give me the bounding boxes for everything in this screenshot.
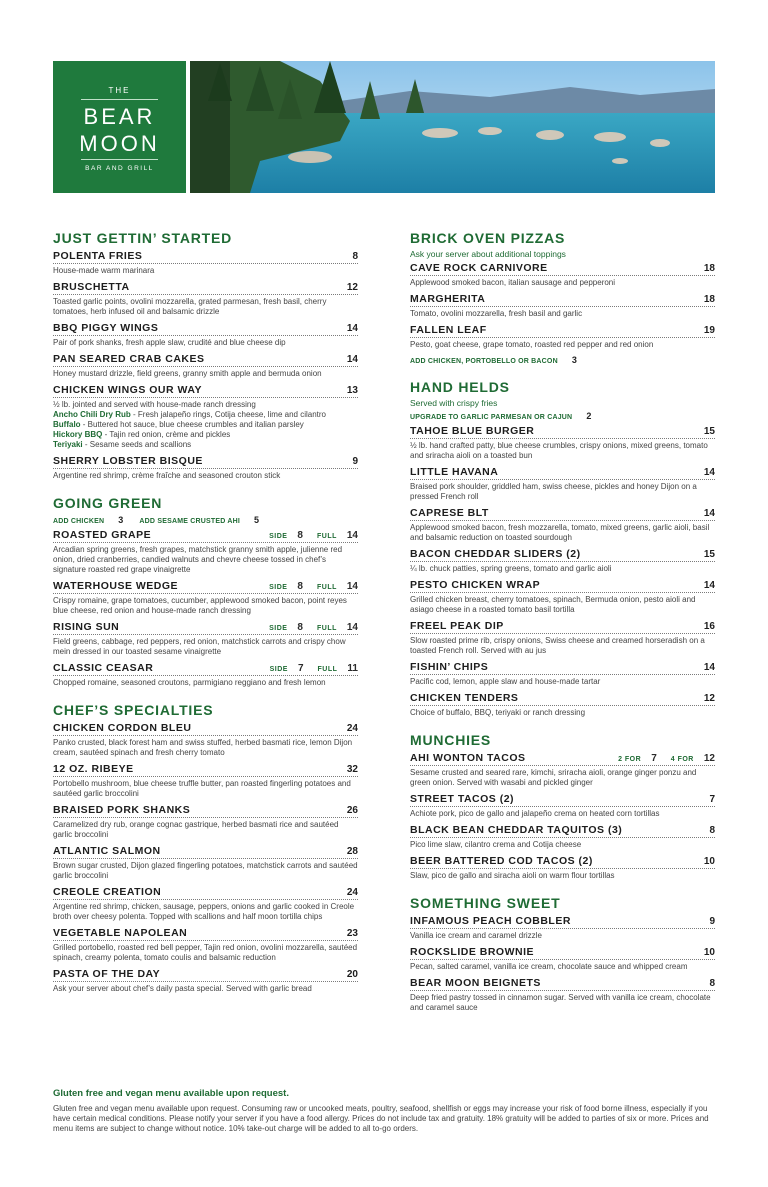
menu-item-desc: ½ lb. jointed and served with house-made ranch dressing (53, 400, 256, 409)
menu-item-desc: Applewood smoked bacon, italian sausage and pepperoni (410, 278, 616, 287)
full-price: 14 (346, 622, 358, 633)
wing-option-label: Buffalo (53, 420, 81, 429)
menu-item-desc: Panko crusted, black forest ham and swiss stuffed, herbed basmati rice, lemon Dijon cream, sautéed spinach and fresh cherry tomato (53, 738, 353, 757)
menu-item-price: 14 (703, 508, 715, 519)
size-label: FULL (317, 666, 338, 673)
quantity-prices (618, 753, 715, 764)
menu-item-desc: Chopped romaine, seasoned croutons, parmigiano reggiano and fresh lemon (53, 678, 326, 687)
menu-item-row (410, 915, 715, 929)
section-title: CHEF’S SPECIALTIES (53, 702, 214, 718)
menu-item-desc: Crispy romaine, grape tomatoes, cucumber, applewood smoked bacon, point reyes blue cheese, red onion and house-made ranch dressing (53, 596, 347, 615)
lake-photo-illustration (190, 61, 715, 193)
menu-item (410, 661, 715, 687)
logo-rule-top (81, 99, 158, 100)
menu-item-desc: Slow roasted prime rib, crispy onions, Swiss cheese and creamed horseradish on a toasted French roll. Served with au jus (410, 636, 705, 655)
menu-item-price: 28 (346, 846, 358, 857)
menu-item-price: 7 (709, 794, 715, 805)
menu-item-row (53, 886, 358, 900)
wing-option-text: - Tajin red onion, crème and pickles (102, 430, 231, 439)
menu-item-row (410, 661, 715, 675)
menu-item-name: PESTO CHICKEN WRAP (410, 579, 541, 591)
menu-item-desc: Pico lime slaw, cilantro crema and Cotija cheese (410, 840, 582, 849)
menu-item-price: 15 (703, 549, 715, 560)
section-pizzas (410, 230, 715, 365)
menu-item-name: RISING SUN (53, 621, 120, 633)
menu-item-name: CLASSIC CEASAR (53, 662, 154, 674)
section-title: MUNCHIES (410, 732, 492, 748)
salad-addons (53, 515, 358, 525)
quantity-label: 2 FOR (618, 756, 642, 763)
menu-item (410, 620, 715, 656)
menu-item (53, 763, 358, 799)
menu-item-name: BRUSCHETTA (53, 281, 130, 293)
menu-right-column (410, 230, 715, 1027)
menu-item (53, 722, 358, 758)
size-prices (269, 581, 358, 592)
menu-item-price: 16 (703, 621, 715, 632)
side-price: 8 (297, 622, 303, 633)
menu-item (53, 281, 358, 317)
menu-item-price: 18 (703, 263, 715, 274)
menu-item-row (53, 763, 358, 777)
menu-item-desc: Ask your server about chef’s daily pasta special. Served with garlic bread (53, 984, 312, 993)
menu-item-row (53, 621, 358, 635)
section-handhelds (410, 379, 715, 718)
menu-item-price: 14 (346, 323, 358, 334)
quantity-label: 4 FOR (670, 756, 694, 763)
wing-option-text: - Sesame seeds and scallions (82, 440, 192, 449)
menu-item-row (410, 824, 715, 838)
menu-item (410, 977, 715, 1013)
menu-item-name: PASTA OF THE DAY (53, 968, 161, 980)
menu-left-column (53, 230, 358, 1008)
wing-option-text: - Fresh jalapeño rings, Cotija cheese, lime and cilantro (130, 410, 326, 419)
menu-item-name: BEER BATTERED COD TACOS (2) (410, 855, 593, 867)
menu-item-name: BRAISED PORK SHANKS (53, 804, 191, 816)
menu-item-name: WATERHOUSE WEDGE (53, 580, 179, 592)
menu-item-row (410, 466, 715, 480)
menu-item-row (410, 946, 715, 960)
menu-item-row (53, 353, 358, 367)
menu-item (53, 353, 358, 379)
size-label: SIDE (269, 533, 288, 540)
menu-item-desc: Brown sugar crusted, Dijon glazed fingerling potatoes, matchstick carrots and sautéed garlic broccolini (53, 861, 358, 880)
menu-item-name: BBQ PIGGY WINGS (53, 322, 159, 334)
menu-item-name: STREET TACOS (2) (410, 793, 515, 805)
section-note: Ask your server about additional toppings (410, 249, 566, 259)
logo-subtitle: BAR AND GRILL (85, 165, 154, 172)
menu-item (53, 886, 358, 922)
menu-item-desc: Tomato, ovolini mozzarella, fresh basil and garlic (410, 309, 583, 318)
addon-price: 3 (571, 355, 578, 365)
logo-the: THE (108, 86, 131, 95)
lake-photo (190, 61, 715, 193)
menu-item (410, 946, 715, 972)
menu-item-price: 9 (709, 916, 715, 927)
menu-item-desc: Arcadian spring greens, fresh grapes, matchstick granny smith apple, julienne red onion, dried cranberries, candied walnuts and chevre cheese tossed in chef’s signature roasted red grape vinaigrette (53, 545, 343, 574)
menu-item-row (53, 968, 358, 982)
size-prices (269, 530, 358, 541)
menu-item-row (410, 793, 715, 807)
menu-item (410, 692, 715, 718)
addon-price: 3 (118, 515, 124, 525)
menu-item-name: BLACK BEAN CHEDDAR TAQUITOS (3) (410, 824, 623, 836)
section-sweet (410, 895, 715, 1013)
section-chefs (53, 702, 358, 994)
section-title: JUST GETTIN’ STARTED (53, 230, 233, 246)
menu-item-price: 23 (346, 928, 358, 939)
wing-option-text: - Buttered hot sauce, blue cheese crumbles and italian parsley (80, 420, 304, 429)
full-price: 14 (346, 530, 358, 541)
menu-item (53, 580, 358, 616)
menu-item-desc: Toasted garlic points, ovolini mozzarella, grated parmesan, fresh basil, cherry tomatoes, herb infused oil and balsamic drizzle (53, 297, 327, 316)
footer-body: Gluten free and vegan menu available upon request. Consuming raw or uncooked meats, poultry, seafood, shellfish or eggs may increase your risk of food borne illness, especially if you have certain medical conditions. Please notify your server if you have a food allergy. Prices do not include tax and gratuity. 18% gratuity will be added to parties of six or more. Prices and menu items are subject to change without notice. 10% take-out charge will be added to all to-go orders. (53, 1104, 709, 1133)
menu-item-desc: Field greens, cabbage, red peppers, red onion, matchstick carrots and crispy chow mein dressed in our toasted sesame vinaigrette (53, 637, 346, 656)
logo-word-bear: BEAR (83, 104, 156, 129)
side-price: 7 (297, 663, 304, 674)
size-label: FULL (316, 533, 337, 540)
menu-item-row (410, 752, 715, 766)
menu-item (410, 915, 715, 941)
wing-option-label: Ancho Chili Dry Rub (53, 410, 131, 419)
full-price: 11 (347, 663, 358, 674)
side-price: 8 (297, 581, 303, 592)
menu-item-row (53, 250, 358, 264)
menu-item-row (53, 662, 358, 676)
menu-item-price: 24 (346, 723, 358, 734)
menu-item-price: 14 (703, 467, 715, 478)
menu-item-name: FALLEN LEAF (410, 324, 487, 336)
addon-label: ADD CHICKEN (53, 518, 105, 525)
size-label: FULL (316, 625, 337, 632)
menu-item-desc: Sesame crusted and seared rare, kimchi, sriracha aioli, orange ginger ponzu and green onion. Served with wasabi and pickled ginger (410, 768, 697, 787)
menu-item-desc: Caramelized dry rub, orange cognac gastrique, herbed basmati rice and sautéed garlic broccolini (53, 820, 339, 839)
menu-item (410, 466, 715, 502)
menu-item-name: CAVE ROCK CARNIVORE (410, 262, 548, 274)
menu-item-price: 9 (352, 456, 358, 467)
menu-item (53, 927, 358, 963)
section-title: GOING GREEN (53, 495, 163, 511)
menu-item-desc: Honey mustard drizzle, field greens, granny smith apple and bermuda onion (53, 369, 322, 378)
menu-item-row (53, 455, 358, 469)
menu-item (53, 662, 358, 688)
wing-option (53, 420, 358, 430)
size-label: SIDE (269, 625, 288, 632)
menu-item-name: AHI WONTON TACOS (410, 752, 526, 764)
section-title: SOMETHING SWEET (410, 895, 561, 911)
wing-option-label: Teriyaki (53, 440, 83, 449)
menu-item-desc: Pair of pork shanks, fresh apple slaw, crudité and blue cheese dip (53, 338, 286, 347)
menu-item-desc: Choice of buffalo, BBQ, teriyaki or ranch dressing (410, 708, 586, 717)
menu-item-row (410, 425, 715, 439)
menu-item-price: 18 (703, 294, 715, 305)
footer-title: Gluten free and vegan menu available upon request. (53, 1088, 289, 1099)
menu-item-desc: Deep fried pastry tossed in cinnamon sugar. Served with vanilla ice cream, chocolate and caramel sauce (410, 993, 711, 1012)
menu-item-desc: Portobello mushroom, blue cheese truffle butter, pan roasted fingerling potatoes and sautéed garlic broccolini (53, 779, 351, 798)
menu-item-price: 15 (703, 426, 715, 437)
menu-item (53, 455, 358, 481)
restaurant-logo (53, 61, 186, 193)
logo-word-moon: MOON (79, 131, 160, 156)
menu-item (53, 968, 358, 994)
menu-item-price: 14 (703, 580, 715, 591)
menu-item-row (410, 620, 715, 634)
section-note: Served with crispy fries (410, 398, 498, 408)
menu-item-price: 8 (709, 978, 715, 989)
menu-item-name: FISHIN’ CHIPS (410, 661, 489, 673)
menu-item-name: CHICKEN TENDERS (410, 692, 519, 704)
menu-item-row (53, 322, 358, 336)
menu-item-name: MARGHERITA (410, 293, 486, 305)
header-banner (53, 61, 715, 193)
menu-item-name: PAN SEARED CRAB CAKES (53, 353, 205, 365)
menu-item (410, 293, 715, 319)
menu-item-name: VEGETABLE NAPOLEAN (53, 927, 188, 939)
menu-item-desc: Applewood smoked bacon, fresh mozzarella, tomato, mixed greens, garlic aioli, basil and balsamic reduction on toasted sourdough (410, 523, 710, 542)
section-munchies (410, 732, 715, 881)
menu-item (53, 322, 358, 348)
size-label: FULL (316, 584, 337, 591)
section-starters (53, 230, 358, 481)
wing-option (53, 410, 358, 420)
menu-item (53, 621, 358, 657)
menu-item-row (53, 845, 358, 859)
menu-item-price: 32 (346, 764, 358, 775)
addon-price: 5 (254, 515, 260, 525)
menu-item-price: 13 (346, 385, 358, 396)
menu-item (53, 804, 358, 840)
addon-label: UPGRADE TO GARLIC PARMESAN OR CAJUN (410, 414, 573, 421)
menu-item (410, 507, 715, 543)
menu-item-price: 19 (703, 325, 715, 336)
menu-item-desc: Pacific cod, lemon, apple slaw and house-made tartar (410, 677, 601, 686)
menu-item-name: TAHOE BLUE BURGER (410, 425, 535, 437)
menu-item-desc: Slaw, pico de gallo and siracha aioli on warm flour tortillas (410, 871, 615, 880)
menu-item-desc: Argentine red shrimp, crème fraîche and seasoned crouton stick (53, 471, 281, 480)
menu-item (410, 855, 715, 881)
menu-item (53, 384, 358, 450)
size-label: SIDE (269, 584, 288, 591)
menu-item-price: 26 (346, 805, 358, 816)
menu-item-name: ROCKSLIDE BROWNIE (410, 946, 534, 958)
menu-item-row (53, 804, 358, 818)
full-price: 14 (346, 581, 358, 592)
menu-item-desc: Argentine red shrimp, chicken, sausage, peppers, onions and garlic cooked in Creole broth over cheesy polenta. Topped with scallions and half moon tortilla chips (53, 902, 355, 921)
wing-option (53, 430, 358, 440)
logo-rule-bottom (81, 159, 158, 160)
menu-item-price: 14 (346, 354, 358, 365)
menu-item-price: 12 (703, 693, 715, 704)
menu-item (410, 579, 715, 615)
menu-item-row (410, 977, 715, 991)
menu-item-price: 12 (346, 282, 358, 293)
menu-item-desc: ¼ lb. chuck patties, spring greens, tomato and garlic aioli (410, 564, 612, 573)
menu-item-row (410, 579, 715, 593)
fries-upgrade (410, 411, 715, 421)
menu-item-price: 14 (703, 662, 715, 673)
menu-item-desc: House-made warm marinara (53, 266, 155, 275)
menu-item-name: BACON CHEDDAR SLIDERS (2) (410, 548, 581, 560)
menu-item-row (53, 529, 358, 543)
menu-item (53, 529, 358, 575)
addon-price: 2 (586, 411, 592, 421)
menu-item (410, 752, 715, 788)
menu-item (410, 262, 715, 288)
menu-item (53, 845, 358, 881)
menu-item-price: 20 (346, 969, 358, 980)
menu-item-row (53, 722, 358, 736)
section-title: BRICK OVEN PIZZAS (410, 230, 566, 246)
menu-item (410, 793, 715, 819)
quantity-price: 7 (651, 753, 657, 764)
menu-item-price: 8 (352, 251, 358, 262)
menu-item-name: ROASTED GRAPE (53, 529, 152, 541)
menu-item-name: 12 OZ. RIBEYE (53, 763, 134, 775)
wing-option-label: Hickory BBQ (53, 430, 103, 439)
menu-item-name: INFAMOUS PEACH COBBLER (410, 915, 571, 927)
menu-item (410, 324, 715, 350)
menu-item-row (53, 281, 358, 295)
quantity-price: 12 (703, 753, 715, 764)
menu-item-desc: Vanilla ice cream and caramel drizzle (410, 931, 542, 940)
menu-item (410, 548, 715, 574)
side-price: 8 (297, 530, 303, 541)
menu-item-price: 24 (346, 887, 358, 898)
menu-item-row (53, 384, 358, 398)
menu-item-row (410, 548, 715, 562)
addon-label: ADD CHICKEN, PORTOBELLO OR BACON (410, 358, 558, 365)
menu-item-row (410, 324, 715, 338)
menu-item-desc: Pecan, salted caramel, vanilla ice cream, chocolate sauce and whipped cream (410, 962, 688, 971)
menu-item-row (410, 293, 715, 307)
menu-item-desc: Grilled chicken breast, cherry tomatoes, spinach, Bermuda onion, pesto aioli and asiago cheese in a roasted tomato basil tortilla (410, 595, 696, 614)
menu-item-name: POLENTA FRIES (53, 250, 143, 262)
menu-item-row (410, 507, 715, 521)
size-prices (269, 622, 358, 633)
menu-item-desc: Pesto, goat cheese, grape tomato, roasted red pepper and red onion (410, 340, 654, 349)
menu-item-name: CHICKEN CORDON BLEU (53, 722, 192, 734)
menu-item-row (410, 692, 715, 706)
menu-item-name: SHERRY LOBSTER BISQUE (53, 455, 203, 467)
menu-item-desc: Grilled portobello, roasted red bell pepper, Tajin red onion, ovolini mozzarella, sautéed spinach, creamy polenta, tomato coulis and balsamic reduction (53, 943, 358, 962)
section-green (53, 495, 358, 688)
menu-item-desc: ½ lb. hand crafted patty, blue cheese crumbles, crispy onions, mixed greens, tomato and sriracha aioli on a toasted bun (410, 441, 708, 460)
menu-item-row (53, 580, 358, 594)
menu-item-name: BEAR MOON BEIGNETS (410, 977, 541, 989)
footer-notice (53, 1088, 713, 1134)
size-label: SIDE (269, 666, 288, 673)
menu-item (410, 824, 715, 850)
menu-item (53, 250, 358, 276)
menu-item-name: LITTLE HAVANA (410, 466, 499, 478)
menu-item-name: CAPRESE BLT (410, 507, 489, 519)
menu-item-row (410, 262, 715, 276)
menu-item-price: 10 (703, 856, 715, 867)
size-prices (270, 663, 358, 674)
pizza-addons (410, 355, 715, 365)
menu-item-name: CREOLE CREATION (53, 886, 162, 898)
wing-option (53, 440, 358, 450)
menu-item-price: 10 (703, 947, 715, 958)
menu-item-desc: Braised pork shoulder, griddled ham, swiss cheese, pickles and honey Dijon on a pressed French roll (410, 482, 697, 501)
menu-item-name: CHICKEN WINGS OUR WAY (53, 384, 202, 396)
addon-label: ADD SESAME CRUSTED AHI (139, 518, 241, 525)
menu-item-row (53, 927, 358, 941)
menu-item-row (410, 855, 715, 869)
menu-item-name: FREEL PEAK DIP (410, 620, 504, 632)
menu-item-name: ATLANTIC SALMON (53, 845, 161, 857)
section-title: HAND HELDS (410, 379, 510, 395)
menu-item-desc: Achiote pork, pico de gallo and jalapeño crema on heated corn tortillas (410, 809, 660, 818)
menu-item (410, 425, 715, 461)
menu-item-price: 8 (709, 825, 715, 836)
